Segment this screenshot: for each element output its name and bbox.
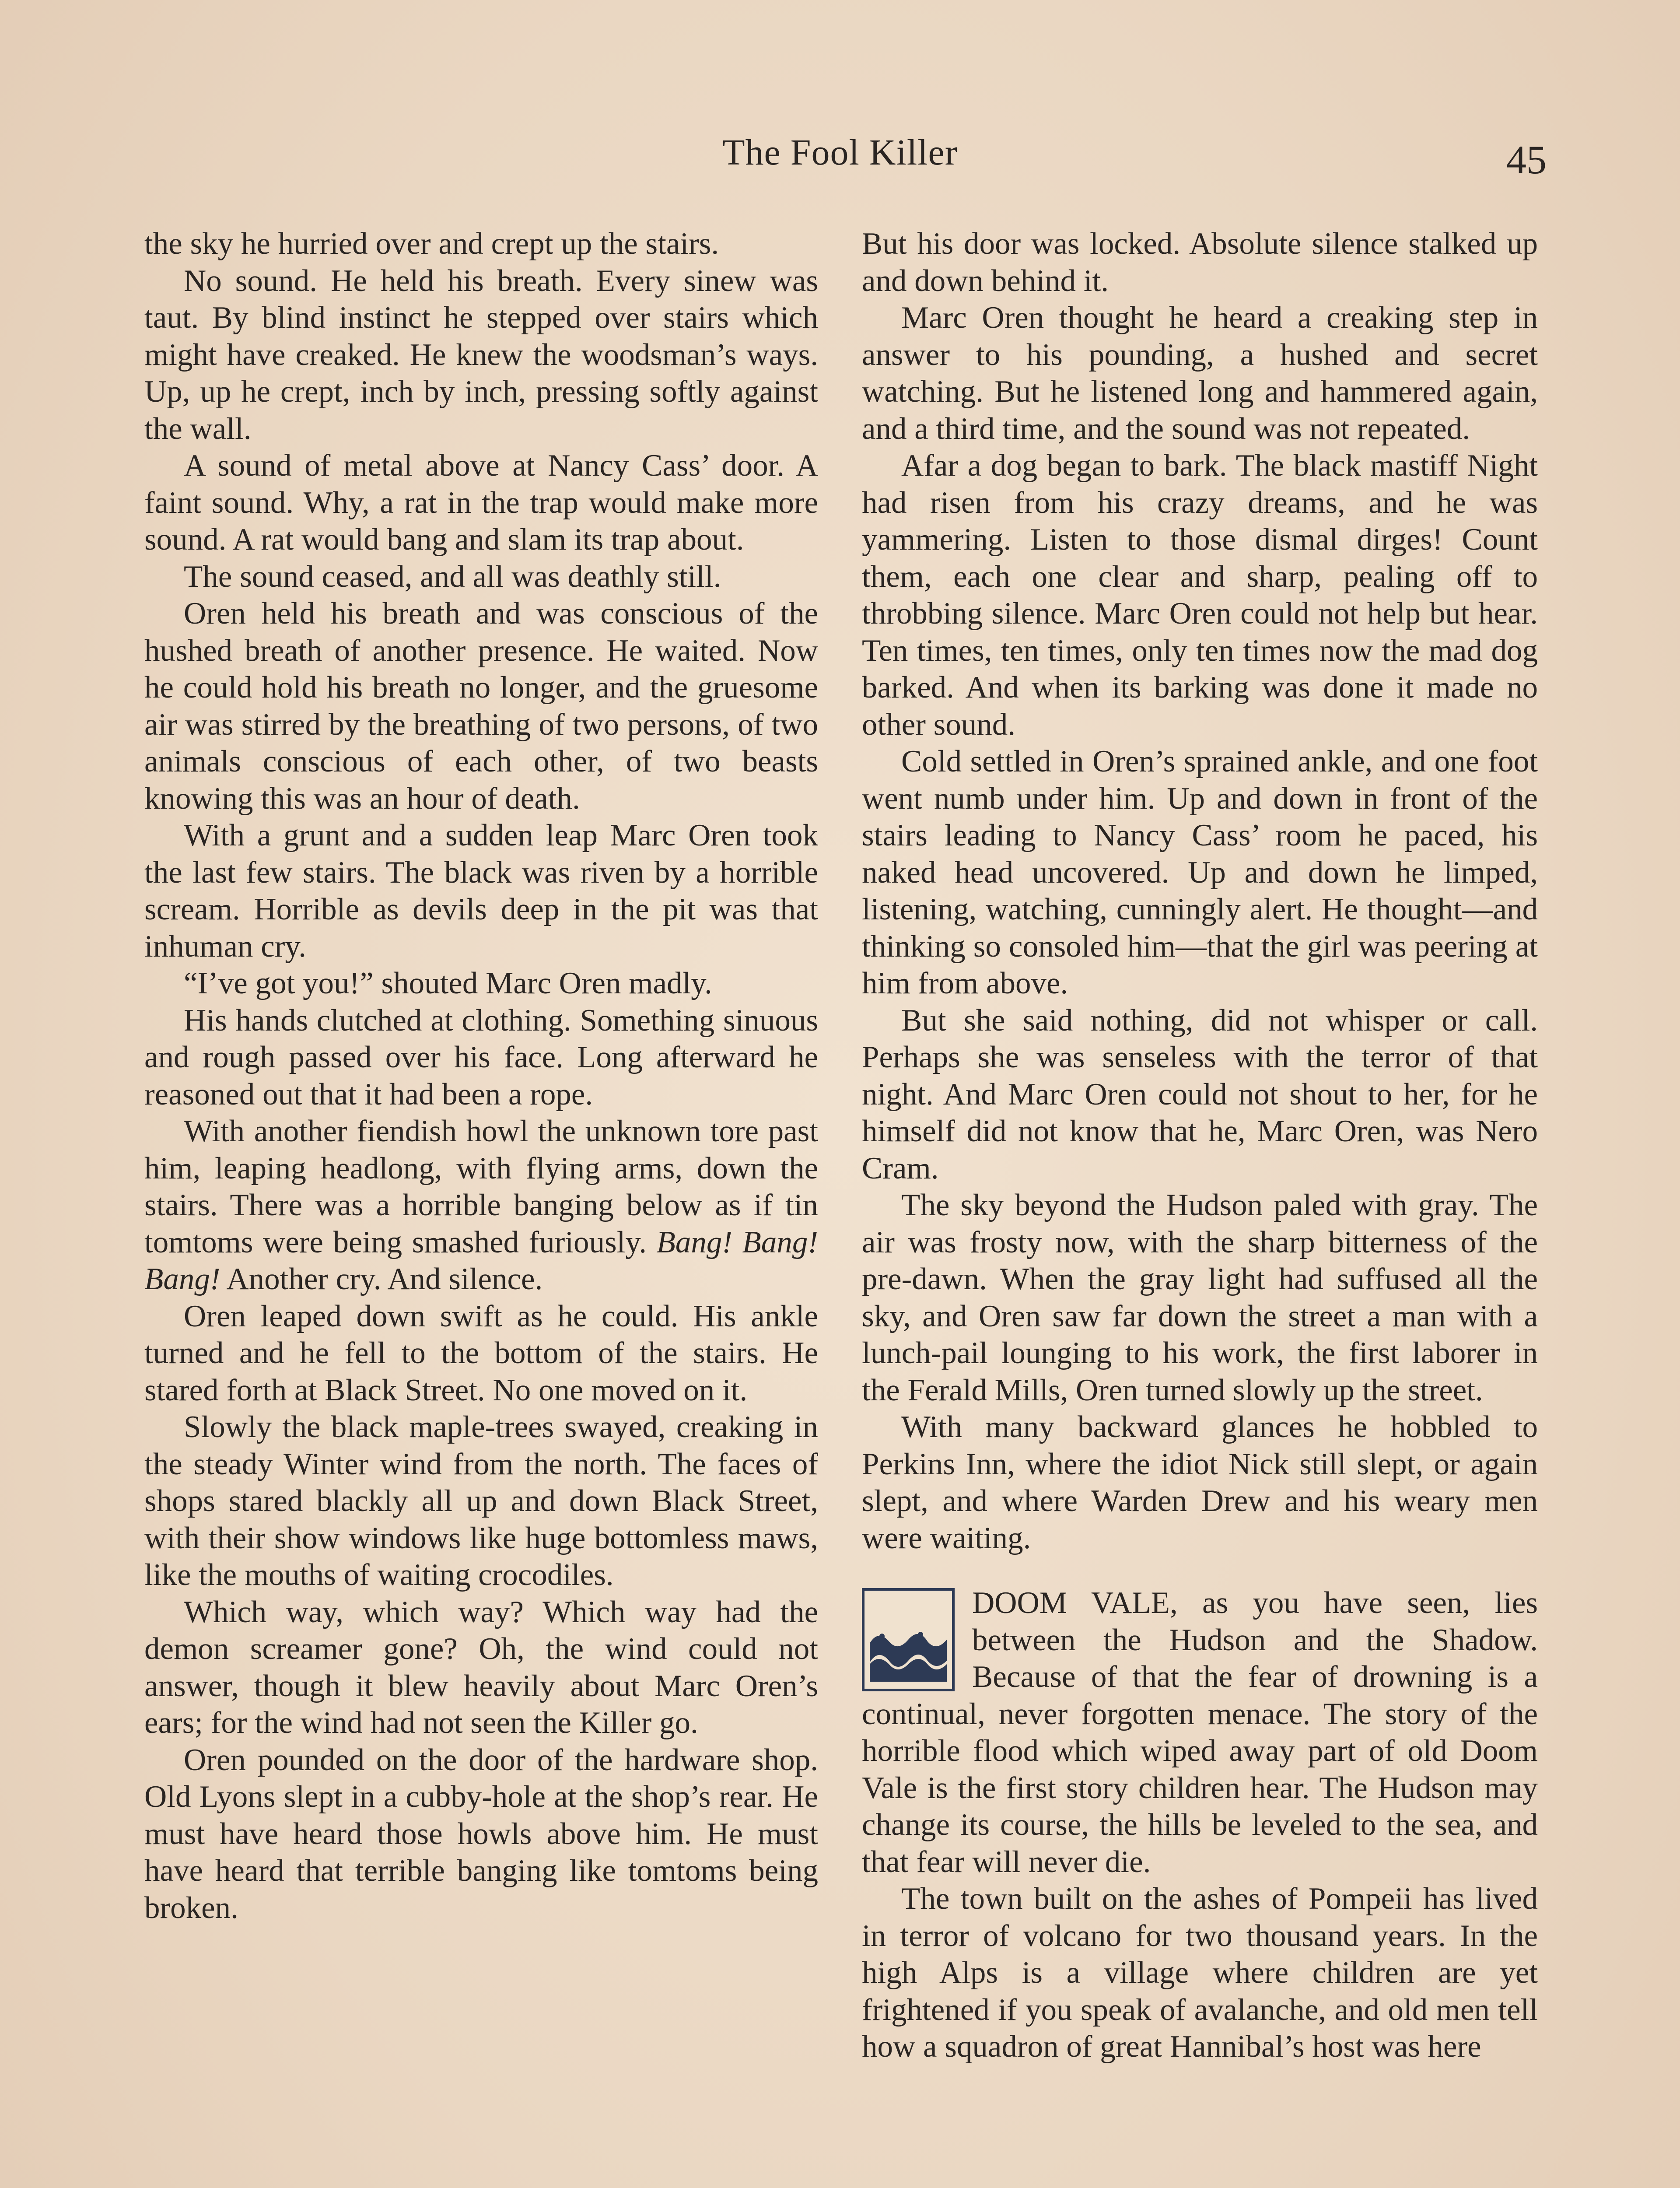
paragraph bbox=[862, 1585, 1538, 1880]
paragraph-text: Another cry. And silence. bbox=[226, 1262, 543, 1296]
paragraph: Oren held his breath and was conscious of the hushed breath of another presence. He waited. Now he could hold his breath no longer, and the gruesome air was stirred by the breathing of two persons, of two animals conscious of each other, of two beasts knowing this was an hour of death. bbox=[144, 596, 818, 816]
paragraph: the sky he hurried over and crept up the stairs. bbox=[144, 227, 719, 261]
page-number: 45 bbox=[1506, 137, 1547, 182]
paragraph: Oren pounded on the door of the hardware shop. Old Lyons slept in a cubby-hole at the shop’s rear. He must have heard those howls above him. He must have heard that terrible banging like tomtoms being broken. bbox=[144, 1743, 818, 1925]
running-title: The Fool Killer bbox=[722, 132, 958, 173]
paragraph: The sound ceased, and all was deathly still. bbox=[184, 559, 721, 594]
paragraph: Slowly the black maple-trees swayed, creaking in the steady Winter wind from the north. The faces of shops stared blackly all up and down Black Street, with their show windows like huge bottomless maws, like the mouths of waiting crocodiles. bbox=[144, 1410, 818, 1592]
paragraph: His hands clutched at clothing. Something sinuous and rough passed over his face. Long afterward he reasoned out that it had been a rope. bbox=[144, 1003, 818, 1112]
paragraph: With many backward glances he hobbled to Perkins Inn, where the idiot Nick still slept, or again slept, and where Warden Drew and his weary men were waiting. bbox=[862, 1410, 1538, 1555]
waves-icon bbox=[862, 1588, 955, 1691]
paragraph-text: With another fiendish howl the unknown tore past him, leaping headlong, with flying arms, down the stairs. There was a horrible banging below as if tin tomtoms were being smashed furiously. bbox=[144, 1114, 818, 1259]
right-column bbox=[862, 225, 1538, 2065]
paragraph: But his door was locked. Absolute silence stalked up and down behind it. bbox=[862, 227, 1538, 298]
page-header bbox=[0, 131, 1680, 184]
left-column bbox=[144, 225, 818, 1926]
paragraph: “I’ve got you!” shouted Marc Oren madly. bbox=[184, 966, 712, 1000]
paragraph: The town built on the ashes of Pompeii has lived in terror of volcano for two thousand years. In the high Alps is a village where children are yet frightened if you speak of avalanche, and old men tell how a squadron of great Hannibal’s host was here bbox=[862, 1882, 1538, 2064]
paragraph: No sound. He held his breath. Every sinew was taut. By blind instinct he stepped over stairs which might have creaked. He knew the woodsman’s ways. Up, up he crept, inch by inch, pressing softly against the wall. bbox=[144, 263, 818, 446]
paragraph: Cold settled in Oren’s sprained ankle, and one foot went numb under him. Up and down in front of the stairs leading to Nancy Cass’ room he paced, his naked head uncovered. Up and down he limped, listening, watching, cunningly alert. He thought—and thinking so consoled him—that the girl was peering at him from above. bbox=[862, 744, 1538, 1000]
section-lead: DOOM VALE bbox=[972, 1586, 1170, 1620]
paragraph: The sky beyond the Hudson paled with gray. The air was frosty now, with the sharp bitterness of the pre-dawn. When the gray light had suffused all the sky, and Oren saw far down the street a man with a lunch-pail lounging to his work, the first laborer in the Ferald Mills, Oren turned slowly up the street. bbox=[862, 1188, 1538, 1407]
paragraph: A sound of metal above at Nancy Cass’ door. A faint sound. Why, a rat in the trap would make more sound. A rat would bang and slam its trap about. bbox=[144, 449, 818, 557]
paragraph: Afar a dog began to bark. The black mastiff Night had risen from his crazy dreams, and he was yammering. Listen to those dismal dirges! Count them, each one clear and sharp, pealing off to throbbing silence. Marc Oren could not help but hear. Ten times, ten times, only ten times now the mad dog barked. And when its barking was done it made no other sound. bbox=[862, 449, 1538, 742]
bang-italic: Bang! Bang! Bang! bbox=[144, 1225, 818, 1296]
paragraph: But she said nothing, did not whisper or call. Perhaps she was senseless with the terror of that night. And Marc Oren could not shout to her, for he himself did not know that he, Marc Oren, was Nero Cram. bbox=[862, 1003, 1538, 1185]
paragraph-text: , as you have seen, lies between the Hudson and the Shadow. Because of that the fear of drowning is a continual, never forgotten menace. The story of the horrible flood which wiped away part of old Doom Vale is the first story children hear. The Hudson may change its course, the hills be leveled to the sea, and that fear will never die. bbox=[862, 1586, 1538, 1879]
paragraph bbox=[144, 1113, 818, 1298]
paragraph: Which way, which way? Which way had the demon screamer gone? Oh, the wind could not answer, though it blew heavily about Marc Oren’s ears; for the wind had not seen the Killer go. bbox=[144, 1595, 818, 1740]
paragraph: Marc Oren thought he heard a creaking step in answer to his pounding, a hushed and secret watching. But he listened long and hammered again, and a third time, and the sound was not repeated. bbox=[862, 301, 1538, 446]
paragraph: With a grunt and a sudden leap Marc Oren took the last few stairs. The black was riven by a horrible scream. Horrible as devils deep in the pit was that inhuman cry. bbox=[144, 818, 818, 964]
section-break bbox=[862, 1585, 1538, 2065]
paragraph: Oren leaped down swift as he could. His ankle turned and he fell to the bottom of the stairs. He stared forth at Black Street. No one moved on it. bbox=[144, 1299, 818, 1407]
